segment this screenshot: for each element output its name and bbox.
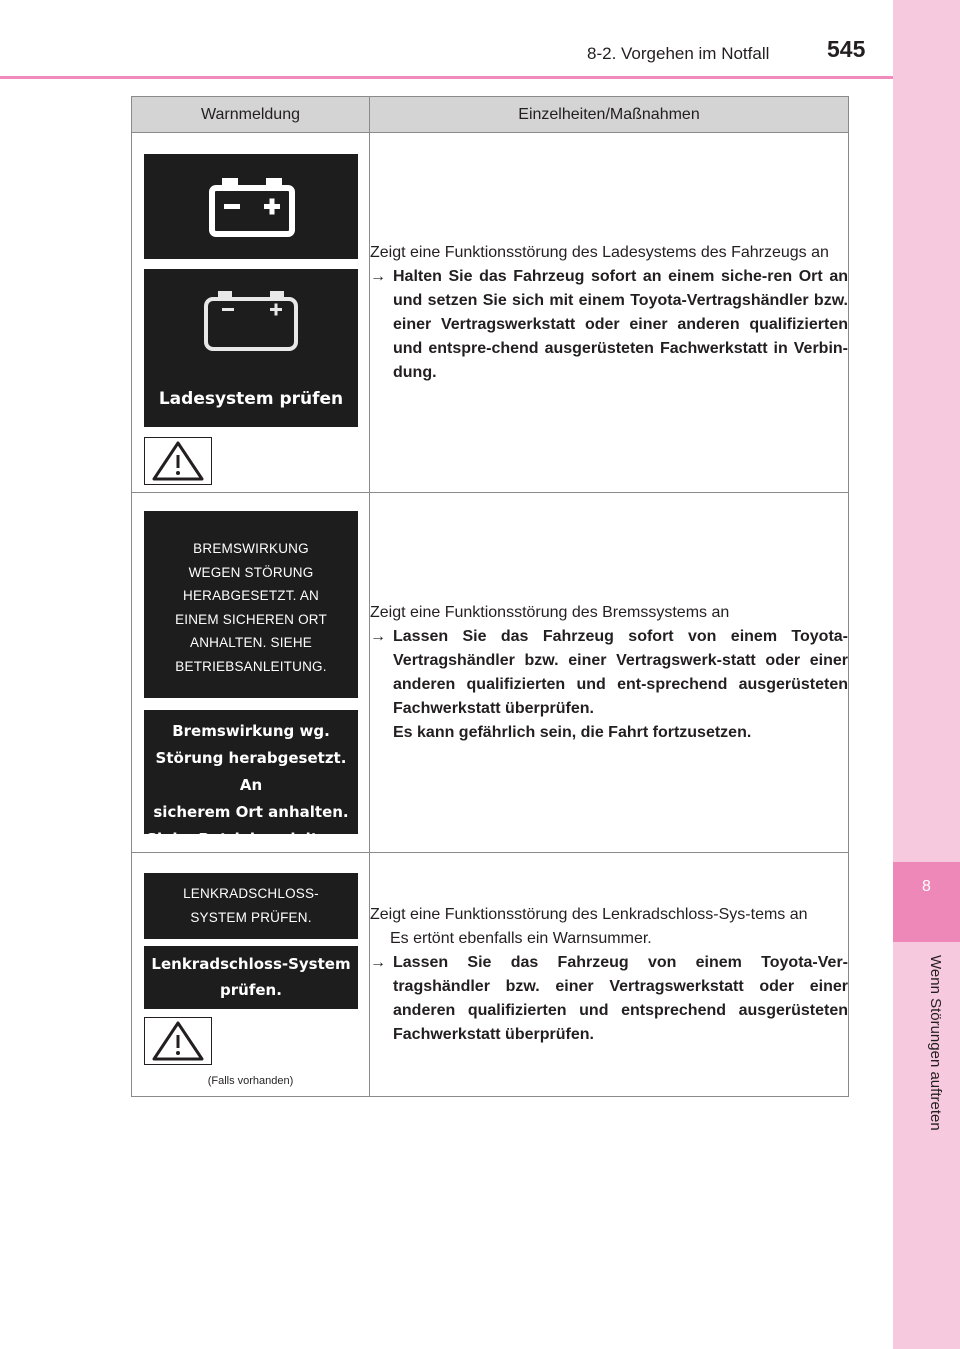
display-line: Bremswirkung wg.: [172, 722, 330, 740]
arrow-icon: →: [370, 267, 386, 285]
warning-cell-brakes: [132, 493, 370, 853]
display-line: sicherem Ort anhalten.: [153, 803, 349, 821]
warning-triangle-icon: [145, 438, 211, 484]
charging-action-text: Halten Sie das Fahrzeug sofort an einem siche-ren Ort an und setzen Sie sich mit einem Toyota-Vertragshändler bzw. einer Vertragswerkstatt oder einer anderen qualifizierten und entspre-chend ausgerüsteten Fachwerkstatt in Verbin-dung.: [393, 267, 848, 381]
steering-lock-note: Es ertönt ebenfalls ein Warnsummer.: [390, 929, 652, 947]
brake-warning-display: [144, 710, 358, 848]
warning-triangle-icon: [145, 1018, 211, 1064]
charging-action: [370, 265, 848, 385]
caps-line: LENKRADSCHLOSS-: [183, 886, 319, 901]
battery-icon: [144, 154, 358, 259]
warning-cell-steering-lock: [132, 853, 370, 1097]
steering-lock-action: [370, 951, 848, 1047]
warning-triangle-box: [144, 1017, 212, 1065]
charging-description: Zeigt eine Funktionsstörung des Ladesystems des Fahrzeugs an: [370, 243, 829, 261]
caps-line: WEGEN STÖRUNG: [188, 564, 314, 580]
details-cell-steering-lock: [370, 853, 849, 1097]
table-row: [132, 493, 849, 853]
chapter-title: Wenn Störungen auftreten: [927, 955, 944, 1131]
chapter-number: 8: [893, 862, 960, 942]
header-rule: [0, 76, 893, 79]
battery-display: [144, 154, 358, 259]
column-header-details: Einzelheiten/Maßnahmen: [370, 97, 849, 133]
steering-lock-display: [144, 946, 358, 1009]
warning-cell-charging: [132, 133, 370, 493]
column-header-warning: Warnmeldung: [132, 97, 370, 133]
details-cell-brakes: [370, 493, 849, 853]
display-line: Siehe Betriebsanleitung.: [146, 830, 356, 848]
table-row: [132, 853, 849, 1097]
footnote-if-equipped: (Falls vorhanden): [207, 1075, 294, 1087]
display-line: Lenkradschloss-System: [151, 955, 351, 973]
brakes-action-extra: Es kann gefährlich sein, die Fahrt fortzusetzen.: [393, 723, 752, 741]
table-row: [132, 133, 849, 493]
charging-system-label: Ladesystem prüfen: [158, 389, 344, 409]
brakes-description: Zeigt eine Funktionsstörung des Bremssystems an: [370, 603, 730, 621]
table-header-row: [132, 97, 849, 133]
brakes-action: [370, 625, 848, 745]
brakes-action-body: [393, 625, 848, 745]
display-line: prüfen.: [220, 981, 282, 999]
chapter-side-tab: [893, 0, 960, 1349]
charging-system-display: [144, 269, 358, 427]
warning-triangle-box: [144, 437, 212, 485]
steering-lock-description: Zeigt eine Funktionsstörung des Lenkradschloss-Sys-tems an: [370, 905, 808, 923]
section-title: 8-2. Vorgehen im Notfall: [587, 44, 770, 63]
steering-lock-display-caps: [144, 873, 358, 939]
caps-line: HERABGESETZT. AN: [183, 588, 319, 603]
brakes-action-text: Lassen Sie das Fahrzeug sofort von einem Toyota-Vertragshändler bzw. einer Vertragswerk-statt oder einer anderen qualifizierten und ent-sprechend ausgerüsteten Fachwerkstatt überprüfen.: [393, 627, 848, 717]
caps-line: ANHALTEN. SIEHE: [189, 635, 313, 650]
caps-line: EINEM SICHEREN ORT: [175, 611, 327, 627]
caps-line: BETRIEBSANLEITUNG.: [175, 658, 327, 674]
caps-line: SYSTEM PRÜFEN.: [190, 910, 312, 925]
details-cell-charging: [370, 133, 849, 493]
arrow-icon: →: [370, 627, 386, 645]
arrow-icon: →: [370, 953, 386, 971]
steering-lock-action-text: Lassen Sie das Fahrzeug von einem Toyota-Ver-tragshändler bzw. einer Vertragswerkstatt oder einer anderen qualifizierten und entsprechend ausgerüsteten Fachwerkstatt überprüfen.: [393, 953, 848, 1043]
display-line: Störung herabgesetzt. An: [155, 749, 347, 794]
brake-warning-display-caps: [144, 511, 358, 698]
page-number: 545: [827, 36, 866, 62]
battery-icon: [144, 269, 358, 359]
warning-table: [131, 96, 849, 1097]
caps-line: BREMSWIRKUNG: [193, 541, 309, 556]
